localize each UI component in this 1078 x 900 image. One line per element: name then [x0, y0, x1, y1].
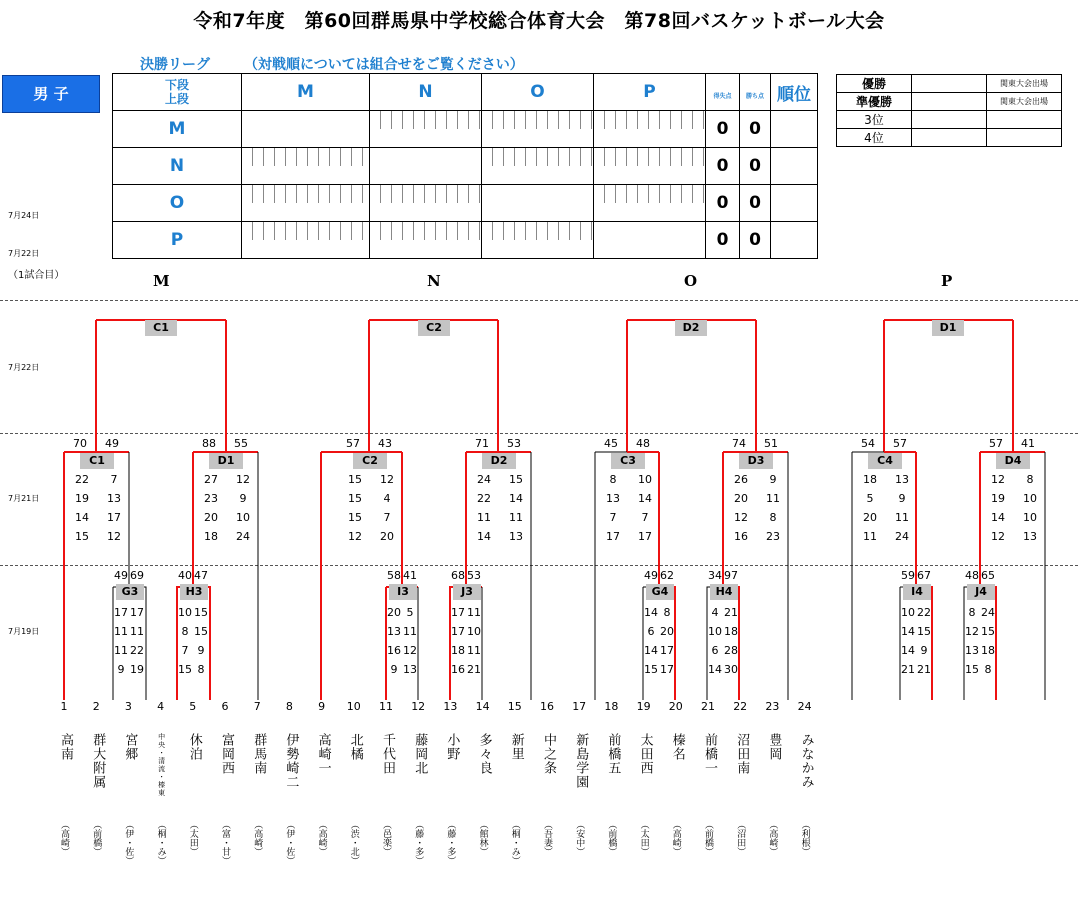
team-number: 12	[411, 700, 426, 713]
quarter-score: 13	[895, 473, 909, 486]
score-left: 54	[861, 437, 875, 450]
quarter-score: 21	[724, 606, 738, 619]
team-city: （邑楽）	[381, 820, 391, 856]
team-number: 8	[285, 700, 293, 713]
quarter-score: 23	[766, 530, 780, 543]
quarter-score: 27	[204, 473, 218, 486]
game-label: D1	[932, 320, 964, 336]
team-city: （前橋）	[91, 820, 102, 856]
team-name: 多々良	[476, 733, 492, 775]
quarter-score: 12	[107, 530, 121, 543]
quarter-score: 7	[110, 473, 118, 486]
points-lost-p: 0	[706, 222, 740, 259]
date-label: 7月24日	[8, 211, 40, 220]
team-name: 前橋五	[605, 733, 621, 775]
team-city: （高崎）	[252, 820, 263, 856]
quarter-score: 15	[981, 625, 995, 638]
quarter-score: 17	[660, 663, 674, 676]
game-label: J3	[453, 584, 481, 600]
quarter-score: 7	[181, 644, 189, 657]
quarter-score: 20	[387, 606, 401, 619]
team-name: 沼田南	[734, 733, 750, 775]
game-label: D2	[482, 453, 516, 469]
team-name: 新里	[508, 733, 524, 761]
quarter-score: 17	[606, 530, 620, 543]
score-right: 57	[893, 437, 907, 450]
quarter-score: 17	[451, 625, 465, 638]
quarter-score: 23	[204, 492, 218, 505]
quarter-score: 8	[968, 606, 976, 619]
score-right: 41	[1021, 437, 1035, 450]
col-header-p: P	[594, 74, 706, 111]
quarter-score: 15	[348, 492, 362, 505]
score-left: 88	[202, 437, 216, 450]
team-city: （高崎）	[767, 820, 778, 856]
quarter-score: 21	[467, 663, 481, 676]
quarter-score: 12	[348, 530, 362, 543]
wins-o: 0	[740, 185, 771, 222]
quarter-score: 18	[863, 473, 877, 486]
score-right: 53	[467, 569, 481, 582]
quarter-score: 15	[348, 511, 362, 524]
team-number: 4	[157, 700, 165, 713]
quarter-score: 10	[901, 606, 915, 619]
quarter-score: 14	[901, 625, 915, 638]
quarter-score: 9	[898, 492, 906, 505]
date-label: （1試合目）	[8, 270, 65, 281]
date-label: 7月22日	[8, 249, 40, 258]
wins-n: 0	[740, 148, 771, 185]
quarter-score: 14	[901, 644, 915, 657]
date-label: 7月21日	[8, 494, 40, 503]
score-left: 70	[73, 437, 87, 450]
quarter-score: 13	[965, 644, 979, 657]
quarter-score: 24	[981, 606, 995, 619]
game-label: J4	[967, 584, 995, 600]
score-right: 41	[403, 569, 417, 582]
quarter-score: 19	[75, 492, 89, 505]
score-left: 58	[387, 569, 401, 582]
quarter-score: 13	[403, 663, 417, 676]
score-right: 62	[660, 569, 674, 582]
quarter-score: 10	[1023, 492, 1037, 505]
quarter-score: 11	[130, 625, 144, 638]
quarter-score: 4	[383, 492, 391, 505]
wins-m: 0	[740, 111, 771, 148]
team-name: 藤岡北	[412, 733, 428, 775]
date-label: 7月19日	[8, 627, 40, 636]
quarter-score: 17	[130, 606, 144, 619]
team-number: 3	[124, 700, 132, 713]
block-label-n: N	[427, 272, 441, 290]
score-left: 49	[644, 569, 658, 582]
quarter-score: 17	[114, 606, 128, 619]
team-city: （高崎）	[670, 820, 681, 856]
quarter-score: 20	[863, 511, 877, 524]
score-right: 51	[764, 437, 778, 450]
quarter-score: 14	[75, 511, 89, 524]
quarter-score: 7	[641, 511, 649, 524]
quarter-score: 10	[178, 606, 192, 619]
quarter-score: 14	[638, 492, 652, 505]
quarter-score: 15	[965, 663, 979, 676]
row-header-o: O	[113, 185, 242, 222]
quarter-score: 15	[509, 473, 523, 486]
game-label: G3	[116, 584, 144, 600]
score-left: 49	[114, 569, 128, 582]
quarter-score: 14	[644, 644, 658, 657]
team-name: 高崎一	[315, 733, 331, 775]
team-city: （伊・佐）	[284, 820, 295, 865]
team-city: （伊・佐）	[123, 820, 134, 865]
quarter-score: 7	[383, 511, 391, 524]
quarter-score: 9	[239, 492, 247, 505]
score-right: 69	[130, 569, 144, 582]
result-note: 関東大会出場	[987, 93, 1062, 111]
quarter-score: 14	[708, 663, 722, 676]
team-number: 2	[92, 700, 100, 713]
quarter-score: 11	[477, 511, 491, 524]
team-city: （高崎）	[59, 820, 69, 856]
block-label-o: O	[684, 272, 698, 290]
score-right: 47	[194, 569, 208, 582]
quarter-score: 12	[991, 530, 1005, 543]
quarter-score: 21	[901, 663, 915, 676]
points-lost-n: 0	[706, 148, 740, 185]
game-label: G4	[646, 584, 674, 600]
game-label: C2	[418, 320, 450, 336]
quarter-score: 9	[390, 663, 398, 676]
col-header-n: N	[370, 74, 482, 111]
quarter-score: 22	[917, 606, 931, 619]
team-city: （高崎）	[316, 820, 327, 856]
block-label-m: M	[153, 272, 170, 290]
quarter-score: 5	[406, 606, 414, 619]
quarter-score: 8	[984, 663, 992, 676]
team-name: 富岡西	[219, 733, 234, 775]
quarter-score: 20	[380, 530, 394, 543]
quarter-score: 10	[467, 625, 481, 638]
team-name: 高南	[58, 733, 73, 761]
date-label: 7月22日	[8, 363, 40, 372]
quarter-score: 14	[644, 606, 658, 619]
quarter-score: 8	[181, 625, 189, 638]
quarter-score: 8	[197, 663, 205, 676]
team-name: 北橘	[347, 733, 363, 761]
rank-header: 順位	[771, 74, 818, 111]
game-label: C2	[353, 453, 387, 469]
game-label: I3	[389, 584, 417, 600]
quarter-score: 18	[451, 644, 465, 657]
quarter-score: 14	[509, 492, 523, 505]
quarter-score: 17	[660, 644, 674, 657]
quarter-score: 15	[178, 663, 192, 676]
team-name: 宮郷	[122, 733, 138, 761]
quarter-score: 13	[1023, 530, 1037, 543]
quarter-score: 13	[387, 625, 401, 638]
team-number: 24	[797, 700, 812, 713]
team-city: （利根）	[799, 820, 810, 856]
game-label: C1	[145, 320, 177, 336]
team-city: （館林）	[477, 820, 488, 856]
team-number: 1	[60, 700, 68, 713]
quarter-score: 15	[348, 473, 362, 486]
quarter-score: 26	[734, 473, 748, 486]
team-city: （安中）	[574, 820, 585, 856]
team-number: 21	[701, 700, 715, 713]
quarter-score: 22	[130, 644, 144, 657]
row-header-n: N	[113, 148, 242, 185]
quarter-score: 19	[991, 492, 1005, 505]
score-left: 57	[989, 437, 1003, 450]
team-number: 13	[443, 700, 458, 713]
team-name: 豊岡	[766, 733, 782, 761]
game-label: D3	[739, 453, 773, 469]
game-label: D4	[996, 453, 1030, 469]
team-city: （吾妻）	[542, 820, 552, 856]
quarter-score: 11	[895, 511, 909, 524]
quarter-score: 11	[467, 644, 481, 657]
score-left: 48	[965, 569, 979, 582]
quarter-score: 10	[708, 625, 722, 638]
quarter-score: 13	[107, 492, 121, 505]
quarter-score: 8	[609, 473, 617, 486]
team-number: 15	[507, 700, 522, 713]
quarter-score: 20	[734, 492, 748, 505]
quarter-score: 14	[477, 530, 491, 543]
quarter-score: 30	[724, 663, 738, 676]
quarter-score: 4	[711, 606, 719, 619]
quarter-score: 18	[724, 625, 738, 638]
quarter-score: 22	[477, 492, 491, 505]
team-city: （沼田）	[735, 820, 746, 856]
score-right: 43	[378, 437, 392, 450]
team-name: 新島学園	[573, 733, 589, 789]
game-label: D2	[675, 320, 707, 336]
score-right: 55	[234, 437, 248, 450]
quarter-score: 11	[114, 644, 128, 657]
team-name: 千代田	[380, 733, 395, 775]
result-label: 4位	[837, 129, 912, 147]
quarter-score: 12	[403, 644, 417, 657]
game-label: H3	[180, 584, 208, 600]
team-name: 榛名	[669, 733, 685, 761]
corner-cell: 下段 上段	[113, 74, 242, 111]
quarter-score: 17	[451, 606, 465, 619]
game-label: C4	[868, 453, 902, 469]
team-number: 14	[475, 700, 490, 713]
quarter-score: 11	[403, 625, 417, 638]
wins-p: 0	[740, 222, 771, 259]
score-right: 48	[636, 437, 650, 450]
quarter-score: 13	[606, 492, 620, 505]
quarter-score: 18	[204, 530, 218, 543]
team-name: 中之条	[541, 733, 556, 775]
quarter-score: 10	[638, 473, 652, 486]
score-left: 59	[901, 569, 915, 582]
quarter-score: 16	[734, 530, 748, 543]
wins-header: 勝ち点	[740, 74, 771, 111]
quarter-score: 24	[895, 530, 909, 543]
quarter-score: 6	[647, 625, 655, 638]
score-left: 57	[346, 437, 360, 450]
team-number: 9	[318, 700, 326, 713]
team-name: 休泊	[186, 733, 202, 761]
score-right: 53	[507, 437, 521, 450]
team-name: 中央・清流・榛東	[157, 733, 166, 797]
quarter-score: 28	[724, 644, 738, 657]
quarter-score: 21	[917, 663, 931, 676]
team-number: 18	[604, 700, 619, 713]
row-header-p: P	[113, 222, 242, 259]
result-label: 準優勝	[837, 93, 912, 111]
team-city: （渋・北）	[348, 820, 359, 865]
points-lost-header: 得失点	[706, 74, 740, 111]
quarter-score: 10	[236, 511, 250, 524]
quarter-score: 22	[75, 473, 89, 486]
points-lost-m: 0	[706, 111, 740, 148]
quarter-score: 16	[387, 644, 401, 657]
score-left: 45	[604, 437, 618, 450]
score-right: 67	[917, 569, 931, 582]
team-name: 太田西	[637, 733, 653, 775]
quarter-score: 11	[863, 530, 877, 543]
team-city: （富・甘）	[220, 820, 230, 865]
quarter-score: 9	[197, 644, 205, 657]
points-lost-o: 0	[706, 185, 740, 222]
quarter-score: 14	[991, 511, 1005, 524]
team-number: 11	[379, 700, 393, 713]
quarter-score: 12	[236, 473, 250, 486]
quarter-score: 18	[981, 644, 995, 657]
team-number: 22	[733, 700, 748, 713]
league-note: （対戦順については組合せをご覧ください）	[244, 57, 524, 73]
quarter-score: 19	[130, 663, 144, 676]
quarter-score: 9	[117, 663, 125, 676]
quarter-score: 24	[236, 530, 250, 543]
quarter-score: 10	[1023, 511, 1037, 524]
quarter-score: 11	[766, 492, 780, 505]
row-header-m: M	[113, 111, 242, 148]
quarter-score: 11	[467, 606, 481, 619]
block-label-p: P	[941, 272, 953, 290]
game-label: C1	[80, 453, 114, 469]
team-city: （前橋）	[606, 820, 617, 856]
team-name: 群大附属	[90, 733, 106, 789]
score-left: 34	[708, 569, 722, 582]
quarter-score: 20	[660, 625, 674, 638]
quarter-score: 17	[107, 511, 121, 524]
quarter-score: 7	[609, 511, 617, 524]
team-number: 5	[189, 700, 197, 713]
quarter-score: 11	[509, 511, 523, 524]
team-city: （桐・み）	[155, 820, 166, 865]
quarter-score: 15	[194, 625, 208, 638]
score-left: 68	[451, 569, 465, 582]
quarter-score: 12	[734, 511, 748, 524]
quarter-score: 15	[75, 530, 89, 543]
team-city: （藤・多）	[445, 820, 456, 865]
team-number: 23	[765, 700, 780, 713]
team-number: 10	[346, 700, 361, 713]
team-name: 小野	[444, 733, 460, 761]
score-right: 97	[724, 569, 738, 582]
team-name: みなかみ	[798, 733, 814, 789]
division-label: 男 子	[2, 75, 100, 113]
quarter-score: 6	[711, 644, 719, 657]
result-note: 関東大会出場	[987, 75, 1062, 93]
team-number: 17	[572, 700, 587, 713]
team-city: （藤・多）	[413, 820, 424, 865]
col-header-o: O	[482, 74, 594, 111]
team-city: （前橋）	[703, 820, 713, 856]
game-label: C3	[611, 453, 645, 469]
quarter-score: 11	[114, 625, 128, 638]
result-label: 3位	[837, 111, 912, 129]
quarter-score: 12	[965, 625, 979, 638]
quarter-score: 12	[991, 473, 1005, 486]
quarter-score: 8	[1026, 473, 1034, 486]
quarter-score: 5	[866, 492, 874, 505]
league-title: 決勝リーグ	[140, 57, 210, 73]
quarter-score: 16	[451, 663, 465, 676]
team-city: （太田）	[638, 820, 649, 856]
result-label: 優勝	[837, 75, 912, 93]
team-number: 7	[253, 700, 261, 713]
score-left: 40	[178, 569, 192, 582]
game-label: H4	[710, 584, 738, 600]
quarter-score: 24	[477, 473, 491, 486]
quarter-score: 13	[509, 530, 523, 543]
score-right: 65	[981, 569, 995, 582]
score-left: 74	[732, 437, 746, 450]
quarter-score: 15	[644, 663, 658, 676]
team-name: 群馬南	[251, 733, 267, 775]
team-number: 20	[668, 700, 683, 713]
game-label: D1	[209, 453, 243, 469]
quarter-score: 17	[638, 530, 652, 543]
team-number: 16	[540, 700, 554, 713]
quarter-score: 8	[663, 606, 671, 619]
quarter-score: 20	[204, 511, 218, 524]
team-number: 6	[221, 700, 229, 713]
quarter-score: 8	[769, 511, 777, 524]
quarter-score: 15	[917, 625, 931, 638]
team-city: （桐・み）	[509, 820, 520, 865]
quarter-score: 9	[769, 473, 777, 486]
score-right: 49	[105, 437, 119, 450]
team-name: 前橋一	[702, 733, 717, 775]
game-label: I4	[903, 584, 931, 600]
team-number: 19	[636, 700, 651, 713]
quarter-score: 12	[380, 473, 394, 486]
score-left: 71	[475, 437, 489, 450]
page-title: 令和7年度 第60回群馬県中学校総合体育大会 第78回バスケットボール大会	[193, 10, 885, 32]
col-header-m: M	[242, 74, 370, 111]
team-name: 伊勢崎二	[283, 733, 299, 789]
team-city: （太田）	[187, 820, 198, 856]
quarter-score: 15	[194, 606, 208, 619]
quarter-score: 9	[920, 644, 928, 657]
